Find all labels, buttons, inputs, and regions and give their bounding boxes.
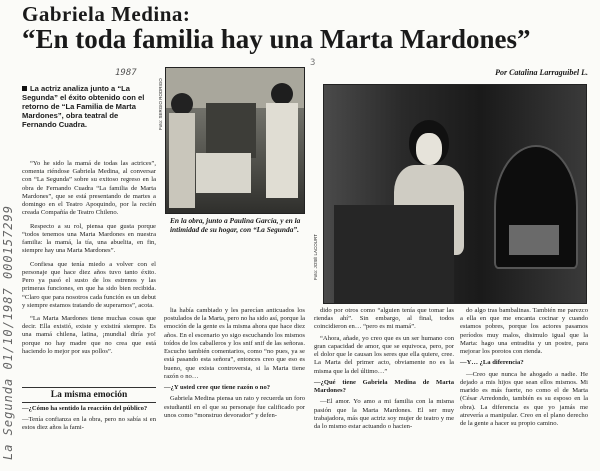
page-mark: 3 — [310, 58, 316, 68]
column-3 — [314, 307, 454, 434]
stage-photo — [165, 67, 305, 214]
photo2-credit: Foto: JOSÉ LACOURT — [313, 234, 318, 280]
paragraph: —El amor. Yo amo a mi familia con la misma pasión que la Marta Mardones. El ser muy trabajadora, más que actriz soy mujer de teatro y me da lo mismo estar actuando o hacien- — [314, 398, 454, 431]
photo1-credit: Foto: SERGIO RODRIGO — [158, 78, 163, 130]
paragraph: do algo tras bambalinas. También me parezco a ella en que me encanta cocinar y cuando estamos pobres, porque los actores pasamos períodos muy malos, disimulo igual que la Marta: hago una entradita y un postre, para mejorar los porotos con rienda. — [460, 307, 588, 356]
article-byline: Por Catalina Larraguibel L. — [495, 68, 588, 77]
paragraph: “La Marta Mardones tiene muchas cosas que decir. Ella existió, existe y existirá siempre. Es una mamá chilena, latina, ¡mundial diría yo! porque no hay madre que no crea que está haciendo lo mejor por sus pollos”. — [22, 314, 156, 355]
column-1-continued — [22, 405, 156, 436]
paragraph: “Ahora, añade, yo creo que es un ser humano con gran capacidad de amor, que se equivoca, pero, por el dolor que le causan los seres que ella quiere, cree. La Marta del primer acto, obviamente no es la misma que la del último…” — [314, 334, 454, 375]
section-subhead: La misma emoción — [22, 387, 156, 403]
paragraph: lia había cambiado y les parecían anticuados los postulados de la Marta, pero no ha sido así, porque la emoción de la gente es la misma ahora que hace diez años. En el escenario yo sigo escuchando los mismos toídos de los caballeros y los snif snif de las señoras. Escucho también comentarios, como “no pues, ya se está pasando esta señora”, entonces creo que eso es bueno, que exista controversia, si la Marta tiene razón o no… — [164, 307, 305, 380]
paragraph: dido por otros como “alguien tenía que tomar las riendas ahí”. Sin embargo, al final, todos coincidieron en… “pero es mi mamá”. — [314, 307, 454, 331]
question: —¿Qué tiene Gabriela Medina de Marta Mardones? — [314, 378, 454, 395]
article-kicker: Gabriela Medina: — [22, 2, 191, 26]
paragraph: —Creo que nunca he ahogado a nadie. He dejado a mis hijos que sean ellos mismos. Mi marido es más fuerte, no como el de Marta (César Arredondo, también es su esposo en la obra). La diferencia es que yo jamás me atrevería a manipular. Creo en el plano derecho de la gente a hacer su propio camino. — [460, 370, 588, 428]
bullet-square-icon — [22, 86, 27, 91]
question: —Y… ¿La diferencia? — [460, 359, 524, 367]
paragraph: Gabriela Medina piensa un rato y recuerda un foro estudiantil en el que su personaje fue calificado por unos como “monstruo devorador” y defen- — [164, 395, 305, 419]
handwritten-archive-note: La Segunda 01/10/1987 000157299 — [1, 205, 15, 460]
column-4 — [460, 307, 588, 431]
column-1 — [22, 160, 156, 361]
handwritten-year: 1987 — [115, 68, 137, 78]
deck-text: La actriz analiza junto a “La Segunda” el éxito obtenido con el retorno de “La Familia de Marta Mardones”, obra teatral de Fernando Cuadra. — [22, 84, 145, 130]
paragraph: —Tenía confianza en la obra, pero no sabía si en estos diez años la fami- — [22, 416, 156, 432]
article-headline: “En toda familia hay una Marta Mardones” — [22, 24, 531, 54]
paragraph: “Yo he sido la mamá de todas las actrices”, comenta riéndose Gabriela Medina, al conversar con “La Segunda” sobre su exitoso regreso en la obra de Fernando Cuadra “La familia de Marta Mardones”, que se está presentando de martes a domingo en el Teatro Apoquindo, por la recién creada Compañía de Teatro Chileno. — [22, 160, 156, 217]
paragraph: Respecto a su rol, piensa que gusta porque “todos tenemos una Marta Mardones en nuestra familia: la mamá, la tía, una abuelita, en fin, siempre hay una Marta Mardones”. — [22, 222, 156, 255]
article-deck — [22, 84, 154, 130]
question: —¿Cómo ha sentido la reacción del público? — [22, 405, 148, 412]
paragraph: Confiesa que tenía miedo a volver con el personaje que hace diez años tuvo tanto éxito. Pero ya pasó el susto de los estrenos y las primeras funciones, en que ha sido bien recibida. “Claro que para nosotros cada función es un debut y siempre estamos tratando de superarnos”, acota. — [22, 260, 156, 309]
photo-caption: En la obra, junto a Paulina García, y en la intimidad de su hogar, con “La Segunda”. — [170, 216, 301, 234]
portrait-photo — [323, 84, 587, 304]
question: —¿Y usted cree que tiene razón o no? — [164, 384, 271, 392]
column-2 — [164, 307, 305, 423]
